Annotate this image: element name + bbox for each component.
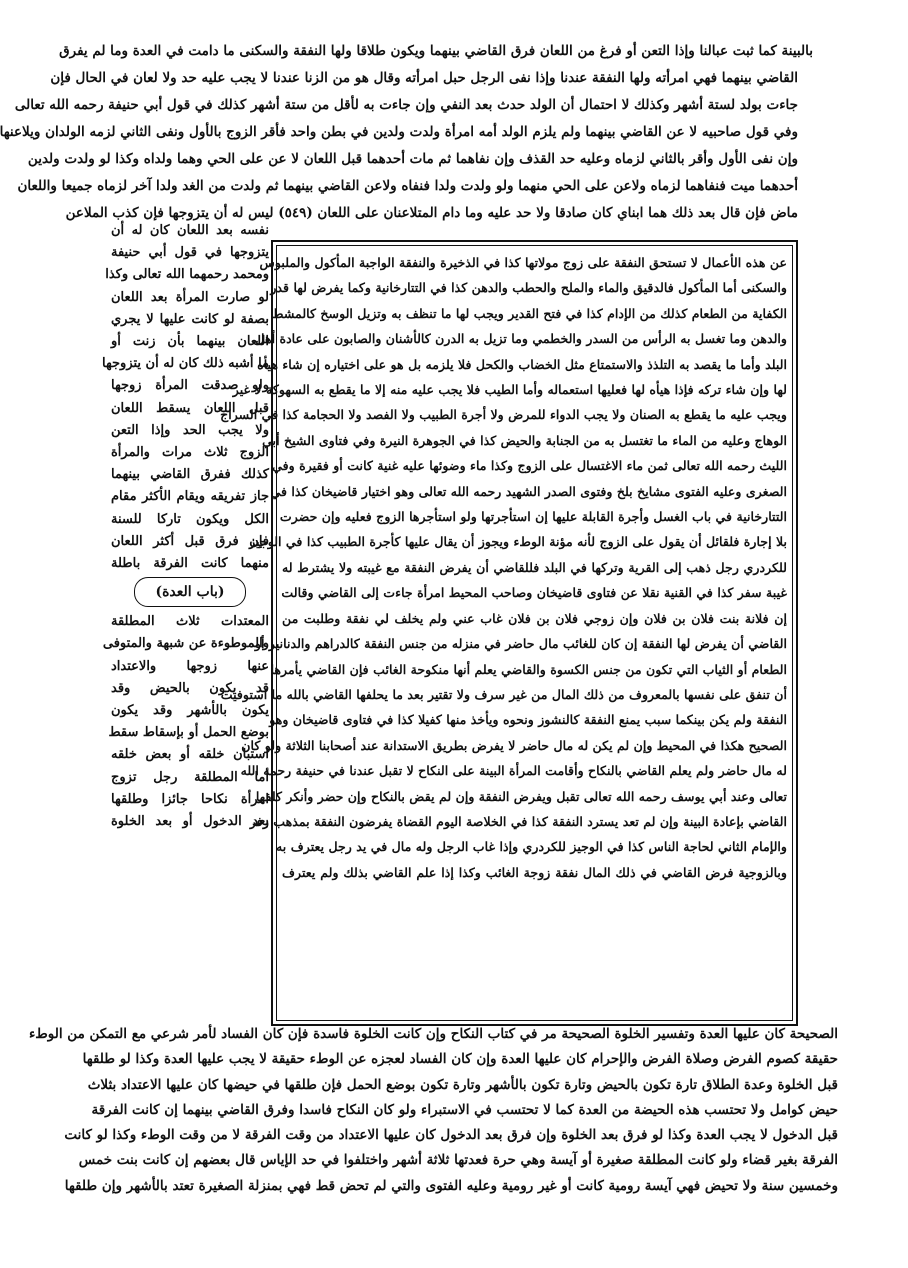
chapter-line: امرأة نكاحا جائزا وطلقها xyxy=(111,791,269,807)
commentary-line: النفقة ولم يكن بينكما سبب يمنع النفقة كالنشوز ونحوه ويأخذ منها كفيلا كذا في فتاوى قاضيخان وهو xyxy=(269,712,787,728)
commentary-line: ويجب عليه ما يقطع به الصنان ولا يجب الدواء للمرض ولا أجرة الطبيب ولا الفصد ولا الحجامة كذا في السراج xyxy=(220,407,787,423)
chapter-line: استبان خلقه أو بعض خلقه xyxy=(111,747,269,763)
commentary-line: والإمام الثاني لحاجة الناس كذا في الوجيز للكردري وإذا غاب الرجل وله مال في يد رجل يعترف به xyxy=(276,839,787,855)
top-line: وإن نفى الأول وأقر بالثاني لزماه وعليه حد القذف وإن نفاهما ثم مات أحدهما قبل اللعان لا عن على الحي وهما ولداه وكذا لو ولدت ولدين xyxy=(27,151,798,167)
top-line-text: ماض فإن قال بعد ذلك هما ابناي كان صادقا ولا حد عليه وما دام المتلاعنان على اللعان (٥٤٩) ليس له أن يتزوجها فإن كذب الملاعن xyxy=(65,205,798,221)
margin-line: الكل ويكون تاركا للسنة xyxy=(111,511,269,527)
bottom-line: حقيقة كصوم الفرض وصلاة الفرض والإحرام كان عليها العدة وإن كان الفساد لعجزه عن الوطء حقيقة لا يجب عليها العدة وكذا لو طلقها xyxy=(82,1051,838,1068)
chapter-line: قد يكون بالحيض وقد xyxy=(111,680,269,696)
commentary-line: القاضي أن يفرض لها النفقة إن كان للغائب مال حاضر في منزله من جنس النفقة كالدراهم والدنانير أو xyxy=(254,636,787,652)
bottom-line: الفرقة بغير قضاء ولو كانت المطلقة صغيرة أو آيسة وهي حرة فعدتها ثلاثة أشهر واختلفوا في حد الإياس قال بعضهم إن كانت بنت خمس xyxy=(78,1152,838,1169)
commentary-line: الصحيح هكذا في المحيط وإن لم يكن له مال حاضر لا يفرض بطريق الاستدانة عند أصحابنا الثلاثة ولو كان xyxy=(241,737,787,753)
commentary-line: وبالزوجية فرض القاضي في ذلك المال نفقة زوجة الغائب وكذا إذا علم القاضي بذلك ولم يعترف xyxy=(282,864,787,880)
chapter-line: والموطوءة عن شبهة والمتوفى xyxy=(102,636,269,652)
margin-line: ومحمد رحمهما الله تعالى وكذا xyxy=(105,267,269,283)
bottom-text-block xyxy=(11,1022,908,1199)
margin-line: فإن فرق قبل أكثر اللعان xyxy=(111,533,269,549)
commentary-line: غيبة سفر كذا في القنية نقلا عن فتاوى قاضيخان وصاحب المحيط امرأة جاءت إلى القاضي وقالت xyxy=(281,585,787,601)
margin-line: نفسه بعد اللعان كان له أن xyxy=(111,223,269,238)
commentary-line: الطعام أو الثياب التي تكون من جنس الكسوة والقاضي يعلم أنها منكوحة الغائب فإن القاضي يأمرها xyxy=(270,661,787,677)
bottom-line: حيض كوامل ولا تحتسب هذه الحيضة من العدة كما لا تحتسب في الاستبراء ولو كان النكاح فاسدا وفرق القاضي بينهما إن كانت الفرقة xyxy=(91,1101,838,1118)
margin-line: جاز تفريقه ويقام الأكثر مقام xyxy=(111,489,269,505)
commentary-line: إن فلانة بنت فلان بن فلان وإن زوجي فلان بن فلان غاب عني ولم يخلف لي نفقة وطلبت من xyxy=(282,610,787,626)
commentary-line: الليث رحمه الله تعالى ثمن ماء الاغتسال على الزوج وكذا ماء وضوئها عليه غنية كانت أو فقيرة وفي xyxy=(272,458,787,474)
commentary-line: عن هذه الأعمال لا تستحق النفقة على زوج مولاتها كذا في الذخيرة والنفقة الواجبة المأكول والملبوس xyxy=(259,255,787,270)
boxed-commentary-lines xyxy=(220,242,796,885)
page-number: (٥٤٩) xyxy=(278,205,313,221)
bottom-line: قبل الدخول لا يجب العدة وكذا لو فرق بعد الخلوة وإن فرق بعد الدخول كان عليها الاعتداد من وقت الفرقة لا من وقت الوطء وكذا لو كانت xyxy=(64,1127,838,1144)
chapter-line: يكون بالأشهر وقد يكون xyxy=(111,703,269,719)
bottom-line: قبل الخلوة وعدة الطلاق تارة تكون بالحيض وتارة تكون بالأشهر وتارة تكون بوضع الحمل فإن طلقها في حيضها كان عليها الاعتداد بثلاث xyxy=(87,1076,838,1093)
commentary-line: التتارخانية في باب الغسل وأجرة القابلة عليها إن استأجرتها ولو استأجرها الزوج فعليه وإن حضرت xyxy=(279,509,787,525)
commentary-line: القاضي بإعادة البينة وإن لم تعد يسترد النفقة كذا في الخلاصة اليوم القضاة يفرضون النفقة بمذهب زفر xyxy=(249,813,787,829)
top-line: القاضي بينهما فهي امرأته ولها النفقة عندنا وإذا نفى الرجل حبل امرأته وقال هو من الزنا عندنا لا يجب عليه حد ولا لعان في الحال فإن xyxy=(50,70,798,86)
margin-line: كذلك ففرق القاضي بينهما xyxy=(111,467,269,483)
commentary-line: بلا إجارة فلقائل أن يقول على الزوج لأنه مؤنة الوطء ويجوز أن يقال عليها كأجرة الطبيب كذا في الوجيز xyxy=(249,534,787,550)
commentary-line: البلد وأما ما يقصد به التلذذ والاستمتاع مثل الخضاب والكحل فلا يلزمه بل هو على اختياره إن شاء هيأه xyxy=(257,356,787,372)
bottom-line: الصحيحة كان عليها العدة وتفسير الخلوة الصحيحة مر في كتاب النكاح وإن كانت الخلوة فاسدة فإن كان الفساد لأمر شرعي مع التمكن من الوطء xyxy=(28,1026,838,1042)
chapter-line: المعتدات ثلاث المطلقة xyxy=(111,614,269,630)
margin-line: اللعان بينهما بأن زنت أو xyxy=(111,334,269,350)
commentary-line: تعالى وعند أبي يوسف رحمه الله تعالى تقبل ويفرض النفقة وإن لم يقض بالنكاح وإن حضر وأنكر كلفها xyxy=(255,788,787,804)
commentary-line: أن تنفق على نفسها بالمعروف من ذلك المال من غير سرف ولا تقتير بعد ما يحلفها القاضي بالله ما استوفيت xyxy=(220,686,787,702)
top-line: جاءت بولد لستة أشهر وكذلك لا احتمال أن الولد حدث بعد النفي وإن جاءت به لأقل من ستة أشهر كذلك في قول أبي حنيفة رحمه الله تعالى xyxy=(14,97,798,113)
margin-line: منهما كانت الفرقة باطلة xyxy=(111,556,269,572)
commentary-line: الكفاية من الطعام كذلك من الإدام كذا في فتح القدير ويجب لها ما تنظف به وتزيل الوسخ كالمشط xyxy=(271,305,787,321)
top-line: بالبينة كما ثبت عبالنا وإذا التعن أو فرغ من اللعان فرق القاضي بينهما ويكون طلاقا ولها النفقة والسكنى ما دامت في العدة وما لم يفرق xyxy=(59,43,813,59)
boxed-commentary xyxy=(220,240,798,1026)
bottom-line: وخمسين سنة ولا تحيض فهي آيسة رومية كانت أو غير رومية وعليه الفتوى والتي لم تحض قط فهي بمنزلة الصغيرة تعتد بالأشهر وإن طلقها xyxy=(64,1177,838,1194)
commentary-line: الصغرى وعليه الفتوى مشايخ بلخ وفتوى الصدر الشهيد رحمه الله تعالى وهو اختيار قاضيخان كذا في xyxy=(270,483,787,499)
margin-line: ما أشبه ذلك كان له أن يتزوجها xyxy=(102,356,269,372)
commentary-line: والسكنى أما المأكول فالدقيق والماء والملح والحطب والدهن كذا في التتارخانية وكما يفرض لها قدر xyxy=(270,280,787,296)
commentary-line: والدهن وما تغسل به الرأس من السدر والخطمي وما تزيل به الدرن كالأشنان والصابون على عادة أهل xyxy=(255,331,787,347)
commentary-line: له مال حاضر ولم يعلم القاضي بالنكاح وأقامت المرأة البينة على النكاح لا تقبل عندنا في حنيفة رحمه الله xyxy=(240,763,787,779)
commentary-line: للكردري رجل ذهب إلى القرية وتركها في البلد فللقاضي أن يفرض النفقة مع غيبته ولا يشترط له xyxy=(282,559,787,575)
margin-line: ولو صدقت المرأة زوجها xyxy=(111,378,269,394)
margin-line: قبل اللعان يسقط اللعان xyxy=(111,400,269,416)
chapter-line: بعد الدخول أو بعد الخلوة xyxy=(111,814,269,830)
top-line: أحدهما ميت فنفاهما لزماه ولاعن على الحي منهما ولو ولدت ولدا فنفاه ولاعن القاضي بينهما ثم ولدت من الغد ولدا آخر لزماه جميعا واللعان xyxy=(17,178,798,194)
commentary-line: الوهاج وعليه من الماء ما تغتسل به من الجنابة والحيض كذا في الجوهرة النيرة وفي فتاوى الشيخ أبي xyxy=(262,432,787,448)
chapter-line: عنها زوجها والاعتداد xyxy=(111,658,269,674)
commentary-line: لها وإن شاء تركه فإذا هيأه لها فعليها استعماله وأما الطيب فلا يجب عليه منه إلا ما يقطع به السهوكة لا غير xyxy=(232,382,787,398)
top-line: وفي قول صاحبيه لا عن القاضي بينهما ولم يلزم الولد أمه امرأة ولدت ولدين في بطن واحد فأقر الزوج بالأول ونفى الثاني لزمه الولدان ويلاعنها xyxy=(0,124,798,140)
margin-line: الزوج ثلاث مرات والمرأة xyxy=(111,445,269,461)
margin-line: بصفة لو كانت عليها لا يجري xyxy=(111,311,269,327)
chapter-line: أما المطلقة رجل تزوج xyxy=(111,769,269,785)
margin-line: ولا يجب الحد وإذا التعن xyxy=(111,422,269,438)
margin-line: يتزوجها في قول أبي حنيفة xyxy=(111,245,269,261)
chapter-heading: (باب العدة) xyxy=(134,577,246,607)
margin-line: لو صارت المرأة بعد اللعان xyxy=(111,289,269,305)
chapter-line: بوضع الحمل أو بإسقاط سقط xyxy=(108,725,269,741)
